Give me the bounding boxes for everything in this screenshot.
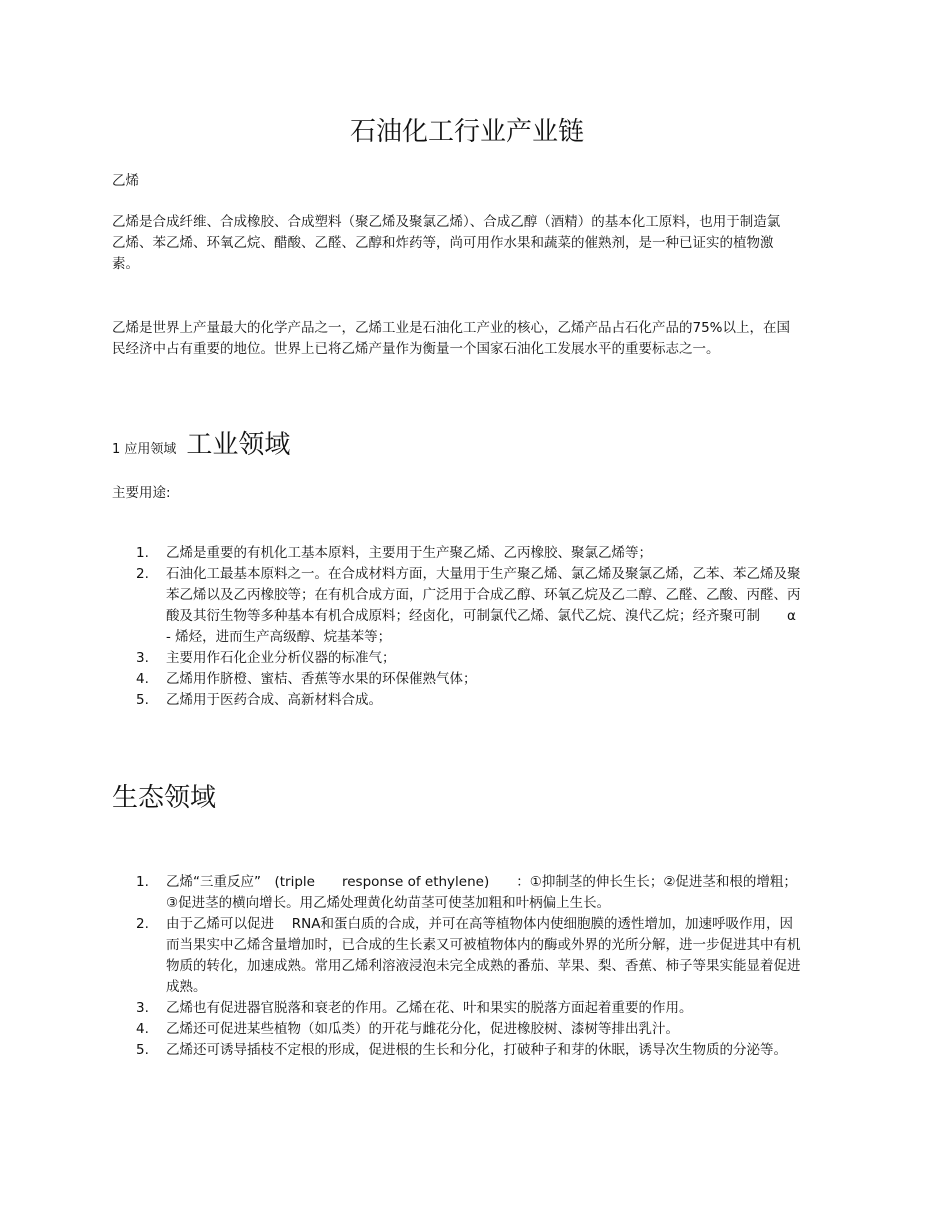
list-text: 乙烯“三重反应” (triple response of ethylene) ：①抑制茎的伸长生长；②促进茎和根的增粗；③促进茎的横向增长。用乙烯处理黄化幼苗茎可使茎加粗和叶柄偏上生长。 (166, 874, 797, 911)
list-text: 乙烯也有促进器官脱落和衰老的作用。乙烯在花、叶和果实的脱落方面起着重要的作用。 (166, 1000, 693, 1016)
list-number: 2. (136, 566, 149, 582)
intro-paragraph: 乙烯是合成纤维、合成橡胶、合成塑料（聚乙烯及聚氯乙烯）、合成乙醇（酒精）的基本化工原料，也用于制造氯乙烯、苯乙烯、环氧乙烷、醋酸、乙醛、乙醇和炸药等，尚可用作水果和蔬菜的催熟剂，是一种已证实的植物激素。 (112, 214, 781, 272)
section1-title: 工业领域 (186, 430, 291, 460)
list-number: 2. (136, 916, 149, 932)
list-text: 乙烯用于医药合成、高新材料合成。 (166, 692, 382, 708)
list-text: 石油化工最基本原料之一。在合成材料方面，大量用于生产聚乙烯、氯乙烯及聚氯乙烯，乙苯、苯乙烯及聚苯乙烯以及乙丙橡胶等；在有机合成方面，广泛用于合成乙醇、环氧乙烷及乙二醇、乙醛、乙酸、丙醛、丙酸及其衍生物等多种基本有机合成原料；经卤化，可制氯代乙烯、氯代乙烷、溴代乙烷；经齐聚可制 α - 烯烃，进而生产高级醇、烷基苯等； (166, 566, 801, 645)
status-paragraph: 乙烯是世界上产量最大的化学产品之一，乙烯工业是石油化工产业的核心，乙烯产品占石化产品的75%以上，在国民经济中占有重要的地位。世界上已将乙烯产量作为衡量一个国家石油化工发展水平的重要标志之一。 (112, 320, 791, 357)
section1-label: 主要用途: (112, 485, 171, 501)
list-text: 乙烯是重要的有机化工基本原料，主要用于生产聚乙烯、乙丙橡胶、聚氯乙烯等； (166, 545, 652, 561)
list-text: 主要用作石化企业分析仪器的标准气； (166, 650, 396, 666)
list-text: 乙烯用作脐橙、蜜桔、香蕉等水果的环保催熟气体； (166, 671, 477, 687)
list-item (112, 669, 802, 690)
section1-prefix: 1 应用领域 (112, 442, 177, 457)
list-item (112, 690, 802, 711)
list-number: 4. (136, 1021, 149, 1037)
section1-heading (112, 424, 290, 461)
list-item (112, 998, 802, 1019)
list-number: 5. (136, 1042, 149, 1058)
list-number: 3. (136, 650, 149, 666)
list-number: 4. (136, 671, 149, 687)
industrial-uses-list (112, 543, 802, 711)
list-text: 乙烯还可促进某些植物（如瓜类）的开花与雌花分化，促进橡胶树、漆树等排出乳汁。 (166, 1021, 679, 1037)
list-item (112, 648, 802, 669)
ecological-uses-list (112, 872, 802, 1061)
list-number: 1. (136, 874, 149, 890)
list-item (112, 914, 802, 998)
list-item (112, 1019, 802, 1040)
list-item (112, 564, 802, 648)
list-number: 1. (136, 545, 149, 561)
list-item (112, 1040, 802, 1061)
list-number: 3. (136, 1000, 149, 1016)
list-text: 由于乙烯可以促进 RNA和蛋白质的合成，并可在高等植物体内使细胞膜的透性增加，加速呼吸作用，因而当果实中乙烯含量增加时，已合成的生长素又可被植物体内的酶或外界的光所分解，进一步促进其中有机物质的转化，加速成熟。常用乙烯利溶液浸泡未完全成熟的番茄、苹果、梨、香蕉、柿子等果实能显着促进成熟。 (166, 916, 801, 995)
page-title: 石油化工行业产业链 (349, 117, 584, 147)
section2-title: 生态领域 (112, 783, 217, 813)
list-text: 乙烯还可诱导插枝不定根的形成，促进根的生长和分化，打破种子和芽的休眠，诱导次生物质的分泌等。 (166, 1042, 787, 1058)
list-item (112, 872, 802, 914)
list-number: 5. (136, 692, 149, 708)
subtitle: 乙烯 (112, 173, 139, 189)
list-item (112, 543, 802, 564)
